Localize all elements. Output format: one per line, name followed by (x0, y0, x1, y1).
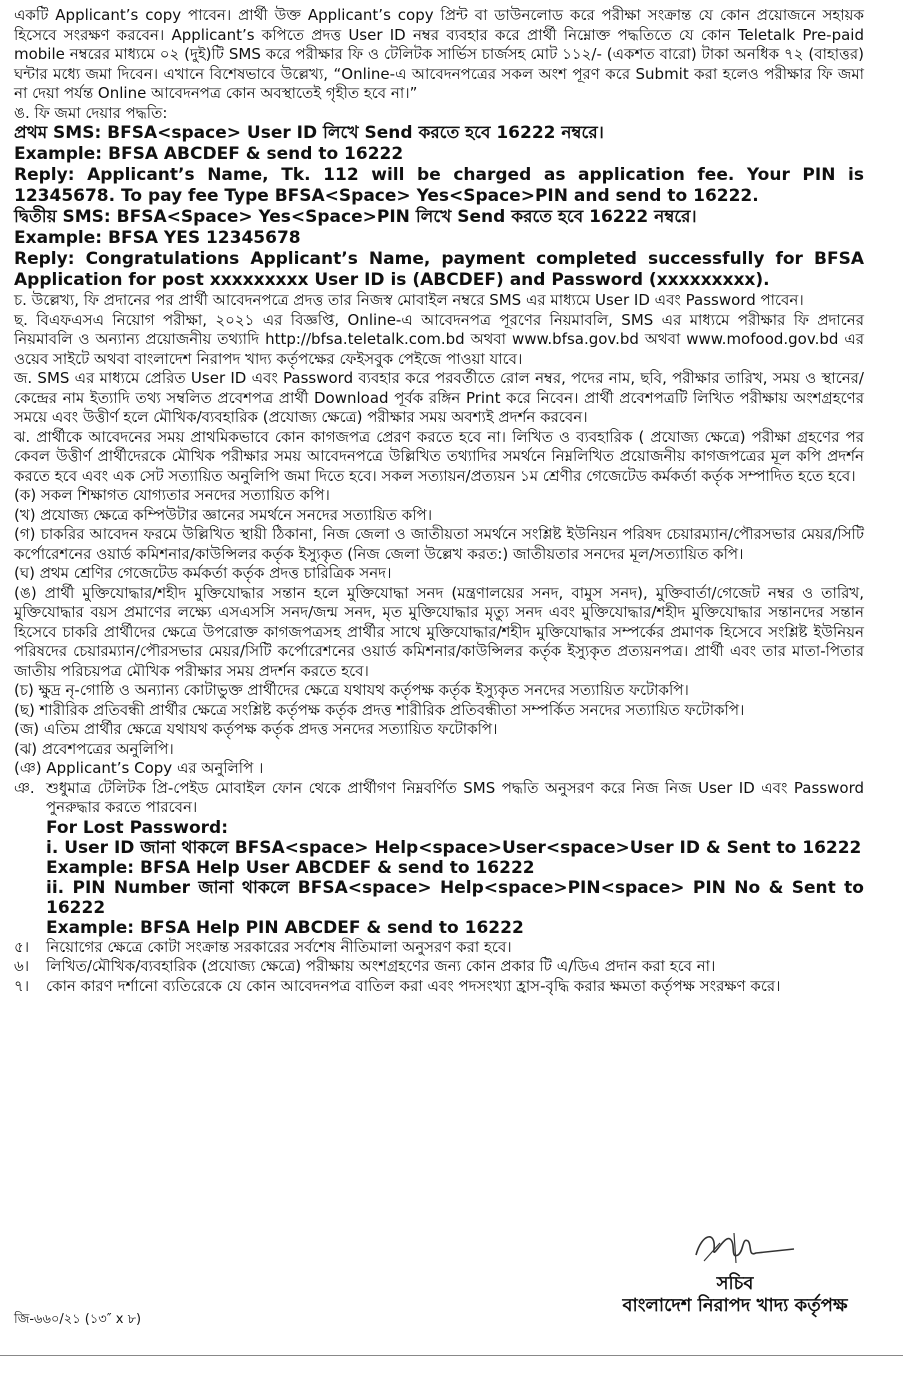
lost-userid-instruction: i. User ID জানা থাকলে BFSA<space> Help<space>User<space>User ID & Sent to 16222 (46, 837, 862, 858)
bottom-divider (0, 1355, 903, 1356)
lost-password-heading: For Lost Password: (46, 817, 229, 838)
lost-pin-instruction: ii. PIN Number জানা থাকলে BFSA<space> Help<space>PIN<space> PIN No & Sent to 16222 (46, 877, 864, 918)
lost-userid-example: Example: BFSA Help User ABCDEF & send to 16222 (46, 857, 535, 878)
document-item-ka: (ক) সকল শিক্ষাগত যোগ্যতার সনদের সত্যায়িত কপি। (14, 486, 330, 504)
clause-6-number: ৬। (14, 957, 30, 975)
clause-ja: জ. SMS এর মাধ্যমে প্রেরিত User ID এবং Password ব্যবহার করে পরবর্তীতে রোল নম্বর, পদের নাম, ছবি, পরীক্ষার তারিখ, সময় ও স্থানের/কেন্দ্রের নাম ইত্যাদি তথ্য সম্বলিত প্রবেশপত্র প্রার্থী Download পূর্বক রঙ্গিন Print করে নিবেন। প্রার্থী প্রবেশপত্রটি লিখিত পরীক্ষায় অংশগ্রহণের সময়ে এবং উত্তীর্ণ হলে মৌখিক/ব্যবহারিক (প্রযোজ্য ক্ষেত্রে) পরীক্ষার সময় অবশ্যই প্রদর্শন করবেন। (14, 369, 864, 426)
signatory-title: সচিব (716, 1273, 754, 1294)
lost-password-block (14, 818, 864, 938)
clause-5-text: নিয়োগের ক্ষেত্রে কোটা সংক্রান্ত সরকারের সর্বশেষ নীতিমালা অনুসরণ করা হবে। (46, 937, 512, 956)
clause-nya-label: ঞ. (14, 778, 35, 797)
signatory-organization: বাংলাদেশ নিরাপদ খাদ্য কর্তৃপক্ষ (622, 1295, 848, 1316)
second-sms-example: Example: BFSA YES 12345678 (14, 228, 301, 248)
clause-7 (14, 977, 864, 997)
document-item-nya: (ঞ) Applicant’s Copy এর অনুলিপি । (14, 759, 264, 777)
clause-7-text: কোন কারণ দর্শানো ব্যতিরেকে যে কোন আবেদনপত্র বাতিল করা এবং পদসংখ্যা হ্রাস-বৃদ্ধি করার ক্ষমতা কর্তৃপক্ষ সংরক্ষণ করে। (46, 976, 781, 995)
clause-5 (14, 938, 864, 958)
reference-code: জি-৬৬০/২১ (১৩″ x ৮) (14, 1312, 142, 1327)
fee-method-heading: ঙ. ফি জমা দেয়ার পদ্ধতি: (14, 103, 168, 122)
document-item-ja: (জ) এতিম প্রার্থীর ক্ষেত্রে যথাযথ কর্তৃপক্ষ কর্তৃক প্রদত্ত সনদের সত্যায়িত ফটোকপি। (14, 720, 498, 738)
document-item-umo: (ঙ) প্রার্থী মুক্তিযোদ্ধার/শহীদ মুক্তিযোদ্ধার সন্তান হলে মুক্তিযোদ্ধা সনদ (মন্ত্রণালয়ের সনদ, বামুস সনদ), মুক্তিবার্তা/গেজেট নম্বর ও তারিখ, মুক্তিযোদ্ধার বয়স প্রমাণের লক্ষ্যে এসএসসি সনদ/জন্ম সনদ, মৃত মুক্তিযোদ্ধার মৃত্যু সনদ এবং মুক্তিযোদ্ধার/শহীদ মুক্তিযোদ্ধার সন্তানদের সন্তান হিসেবে চাকরি প্রার্থীদের ক্ষেত্রে উপরোক্ত কাগজপত্রসহ প্রার্থীর সাথে মুক্তিযোদ্ধার/শহীদ মুক্তিযোদ্ধার সম্পর্কের প্রমাণক হিসেবে সংশ্লিষ্ট ইউনিয়ন পরিষদের চেয়ারম্যান/পৌরসভার মেয়র/সিটি কর্পোরেশনের ওয়ার্ড কমিশনার/কাউন্সিলর কর্তৃক ইস্যুকৃত প্রত্যয়নপত্র। প্রার্থী এবং তার মাতা-পিতার জাতীয় পরিচয়পত্র মৌখিক পরীক্ষার সময় প্রদর্শন করতে হবে। (14, 583, 864, 680)
second-sms-reply: Reply: Congratulations Applicant’s Name, payment completed successfully for BFSA Application for post xxxxxxxxx User ID is (ABCDEF) and Password (xxxxxxxxx). (14, 249, 864, 290)
first-sms-reply: Reply: Applicant’s Name, Tk. 112 will be charged as application fee. Your PIN is 12345678. To pay fee Type BFSA<Space> Yes<Space>PIN and send to 16222. (14, 165, 864, 206)
first-sms-instruction: প্রথম SMS: BFSA<space> User ID লিখে Send করতে হবে 16222 নম্বরে। (14, 123, 604, 143)
document-item-ga: (গ) চাকরির আবেদন ফরমে উল্লিখিত স্থায়ী ঠিকানা, নিজ জেলা ও জাতীয়তা সমর্থনে সংশ্লিষ্ট ইউনিয়ন পরিষদ চেয়ারম্যান/পৌরসভার মেয়র/সিটি কর্পোরেশনের ওয়ার্ড কমিশনার/কাউন্সিলর কর্তৃক ইস্যুকৃত (নিজ জেলা উল্লেখ করত:) জাতীয়তার সনদের মূল/সত্যায়িত কপি। (14, 525, 864, 563)
handwritten-signature (690, 1225, 800, 1269)
second-sms-instruction: দ্বিতীয় SMS: BFSA<Space> Yes<Space>PIN লিখে Send করতে হবে 16222 নম্বরে। (14, 207, 697, 227)
document-item-chha: (ছ) শারীরিক প্রতিবন্ধী প্রার্থীর ক্ষেত্রে সংশ্লিষ্ট কর্তৃপক্ষ কর্তৃক প্রদত্ত শারীরিক প্রতিবন্ধীতা সম্পর্কিত সনদের সত্যায়িত ফটোকপি। (14, 700, 745, 719)
document-item-kha: (খ) প্রযোজ্য ক্ষেত্রে কম্পিউটার জ্ঞানের সমর্থনে সনদের সত্যায়িত কপি। (14, 505, 433, 524)
signature-block (600, 1225, 870, 1317)
clause-jha: ঝ. প্রার্থীকে আবেদনের সময় প্রাথমিকভাবে কোন কাগজপত্র প্রেরণ করতে হবে না। লিখিত ও ব্যবহারিক ( প্রযোজ্য ক্ষেত্রে) পরীক্ষা গ্রহণের পর কেবল উত্তীর্ণ প্রার্থীদেরকে মৌখিক পরীক্ষার সময় আবেদনপত্রে উল্লিখিত তথ্যাদির সমর্থনে নিম্নলিখিত প্রয়োজনীয় কাগজপত্রের মূল কপি প্রদর্শন করতে হবে এবং এক সেট সত্যায়িত অনুলিপি জমা দিতে হবে। সকল সত্যায়ন/প্রত্যয়ন ১ম শ্রেণীর গেজেটেড কর্মকর্তা কর্তৃক সম্পাদিত হতে হবে। (14, 427, 864, 485)
clause-cha: চ. উল্লেখ্য, ফি প্রদানের পর প্রার্থী আবেদনপত্রে প্রদত্ত তার নিজস্ব মোবাইল নম্বরে SMS এর মাধ্যমে User ID এবং Password পাবেন। (14, 291, 804, 309)
clause-6 (14, 957, 864, 977)
intro-paragraph: একটি Applicant’s copy পাবেন। প্রার্থী উক্ত Applicant’s copy প্রিন্ট বা ডাউনলোড করে পরীক্ষা সংক্রান্ত যে কোন প্রয়োজনে সহায়ক হিসেবে সংরক্ষণ করবেন। Applicant’s কপিতে প্রদত্ত User ID নম্বর ব্যবহার করে প্রার্থী নিম্নোক্ত পদ্ধতিতে যে কোন Teletalk Pre-paid mobile নম্বরের মাধ্যমে ০২ (দুই)টি SMS করে পরীক্ষার ফি ও টেলিটক সার্ভিস চার্জসহ মোট ১১২/- (একশত বারো) টাকা অনধিক ৭২ (বাহাত্তর) ঘন্টার মধ্যে জমা দিবেন। এখানে বিশেষভাবে উল্লেখ্য, “Online-এ আবেদনপত্রের সকল অংশ পূরণ করে Submit করা হলেও পরীক্ষার ফি জমা না দেয়া পর্যন্ত Online আবেদনপত্র কোন অবস্থাতেই গৃহীত হবে না।” (14, 6, 864, 102)
clause-6-text: লিখিত/মৌখিক/ব্যবহারিক (প্রযোজ্য ক্ষেত্রে) পরীক্ষায় অংশগ্রহণের জন্য কোন প্রকার টি এ/ডিএ প্রদান করা হবে না। (46, 957, 716, 975)
lost-pin-example: Example: BFSA Help PIN ABCDEF & send to 16222 (46, 917, 524, 938)
notice-body (14, 6, 864, 996)
document-item-gha: (ঘ) প্রথম শ্রেণির গেজেটেড কর্মকর্তা কর্তৃক প্রদত্ত চারিত্রিক সনদ। (14, 564, 392, 582)
document-item-ca: (চ) ক্ষুদ্র নৃ-গোষ্ঠি ও অন্যান্য কোটাভুক্ত প্রার্থীদের ক্ষেত্রে যথাযথ কর্তৃপক্ষ কর্তৃক ইস্যুকৃত সনদের সত্যায়িত ফটোকপি। (14, 681, 689, 699)
clause-5-number: ৫। (14, 937, 30, 956)
document-item-jha: (ঝ) প্রবেশপত্রের অনুলিপি। (14, 739, 174, 758)
first-sms-example: Example: BFSA ABCDEF & send to 16222 (14, 144, 404, 164)
clause-nya (14, 779, 864, 818)
clause-nya-text: শুধুমাত্র টেলিটক প্রি-পেইড মোবাইল ফোন থেকে প্রার্থীগণ নিম্নবর্ণিত SMS পদ্ধতি অনুসরণ করে নিজ নিজ User ID এবং Password পুনরুদ্ধার করতে পারবেন। (46, 778, 864, 816)
clause-7-number: ৭। (14, 976, 30, 995)
clause-chha: ছ. বিএফএসএ নিয়োগ পরীক্ষা, ২০২১ এর বিজ্ঞপ্তি, Online-এ আবেদনপত্র পূরণের নিয়মাবলি, SMS এর মাধ্যমে পরীক্ষার ফি প্রদানের নিয়মাবলি ও অন্যান্য প্রয়োজনীয় তথ্যাদি http://bfsa.teletalk.com.bd অথবা www.bfsa.gov.bd অথবা www.mofood.gov.bd এর ওয়েব সাইটে অথবা বাংলাদেশ নিরাপদ খাদ্য কর্তৃপক্ষের ফেইসবুক পেইজে পাওয়া যাবে। (14, 310, 864, 368)
